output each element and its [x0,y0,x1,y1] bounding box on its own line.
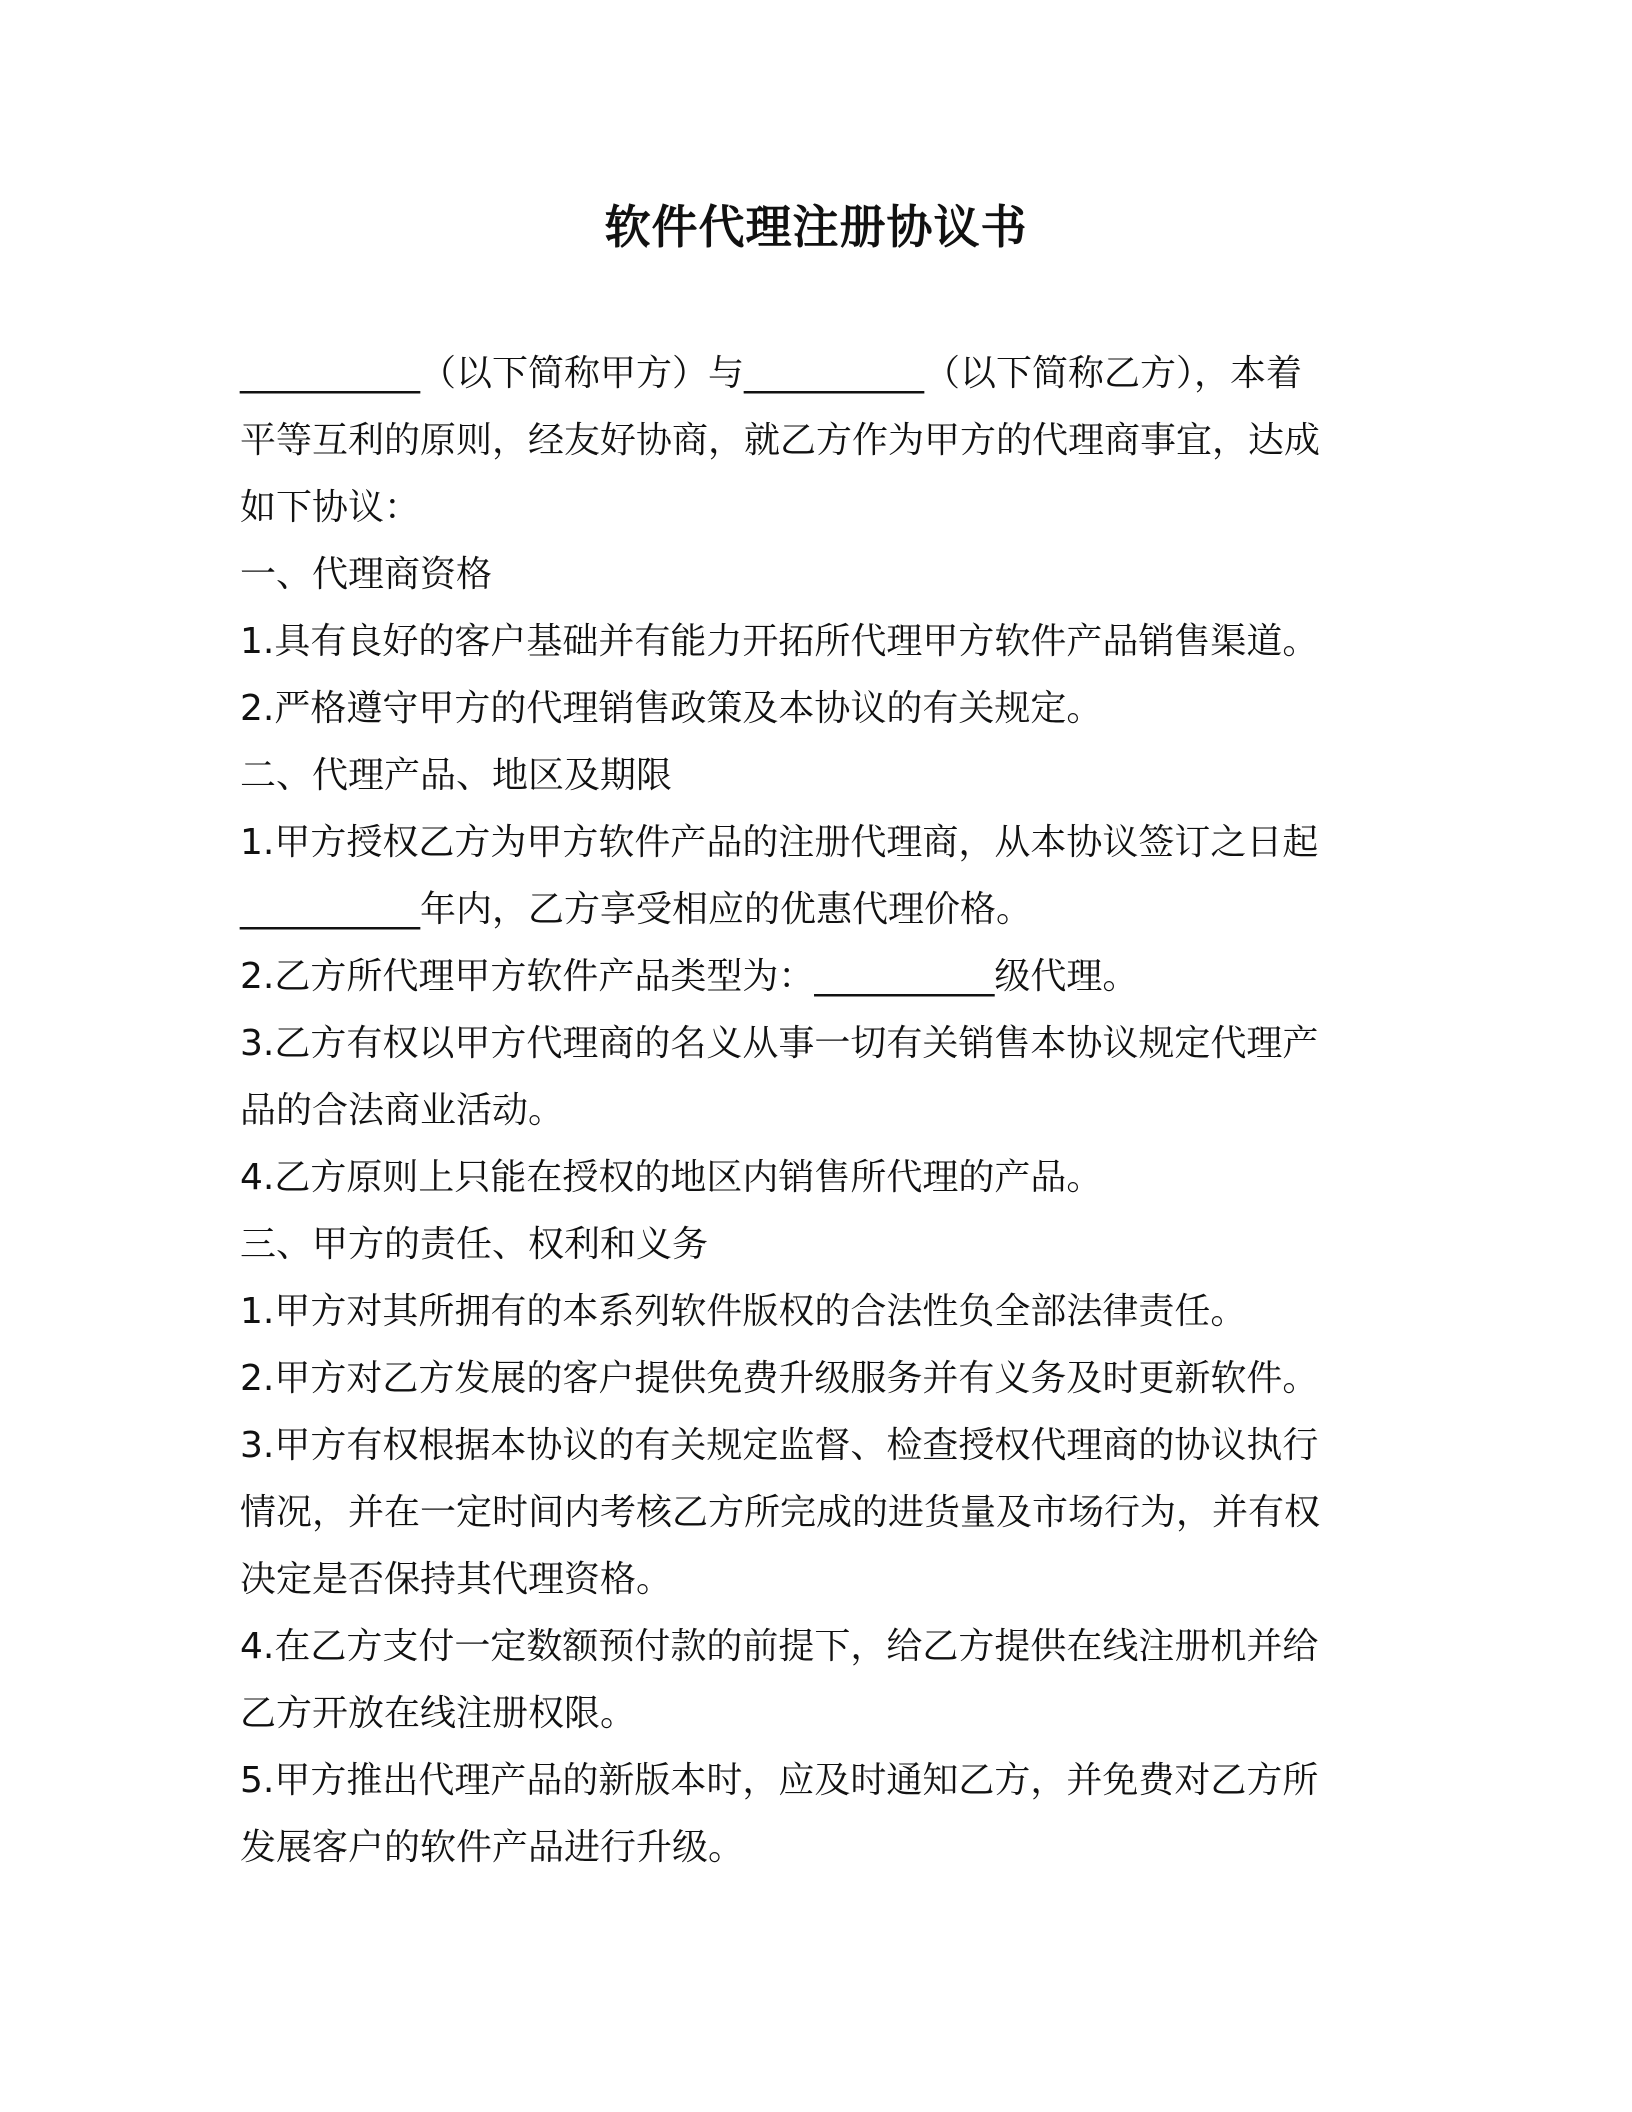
clause-3-3-line-2: 情况，并在一定时间内考核乙方所完成的进货量及市场行为，并有权 [240,1492,1321,1533]
clause-2-1-line-1: 1.甲方授权乙方为甲方软件产品的注册代理商，从本协议签订之日起 [240,822,1319,863]
clause-3-1: 1.甲方对其所拥有的本系列软件版权的合法性负全部法律责任。 [240,1291,1247,1332]
intro-line-2: 平等互利的原则，经友好协商，就乙方作为甲方的代理商事宜，达成 [240,420,1321,461]
clause-3-4-line-2: 乙方开放在线注册权限。 [240,1693,637,1734]
document-title: 软件代理注册协议书 [604,200,1028,254]
clause-1-2: 2.严格遵守甲方的代理销售政策及本协议的有关规定。 [240,688,1103,729]
clause-2-3-line-2: 品的合法商业活动。 [240,1090,565,1131]
section-heading-1: 一、代理商资格 [240,554,493,595]
clause-3-5-line-1: 5.甲方推出代理产品的新版本时，应及时通知乙方，并免费对乙方所 [240,1760,1319,1801]
section-heading-3: 三、甲方的责任、权利和义务 [240,1224,709,1265]
clause-2-4: 4.乙方原则上只能在授权的地区内销售所代理的产品。 [240,1157,1103,1198]
clause-1-1: 1.具有良好的客户基础并有能力开拓所代理甲方软件产品销售渠道。 [240,621,1319,662]
clause-2-2: 2.乙方所代理甲方软件产品类型为：__________级代理。 [240,956,1139,997]
clause-3-4-line-1: 4.在乙方支付一定数额预付款的前提下，给乙方提供在线注册机并给 [240,1626,1319,1667]
clause-3-5-line-2: 发展客户的软件产品进行升级。 [240,1827,745,1868]
clause-3-3-line-1: 3.甲方有权根据本协议的有关规定监督、检查授权代理商的协议执行 [240,1425,1319,1466]
section-heading-2: 二、代理产品、地区及期限 [240,755,673,796]
clause-3-2: 2.甲方对乙方发展的客户提供免费升级服务并有义务及时更新软件。 [240,1358,1319,1399]
intro-line-1: __________（以下简称甲方）与__________（以下简称乙方），本着 [240,353,1303,394]
clause-2-3-line-1: 3.乙方有权以甲方代理商的名义从事一切有关销售本协议规定代理产 [240,1023,1319,1064]
clause-2-1-line-2: __________年内，乙方享受相应的优惠代理价格。 [240,889,1033,930]
document-body [240,340,1360,1881]
intro-line-3: 如下协议： [240,487,421,528]
clause-3-3-line-3: 决定是否保持其代理资格。 [240,1559,673,1600]
